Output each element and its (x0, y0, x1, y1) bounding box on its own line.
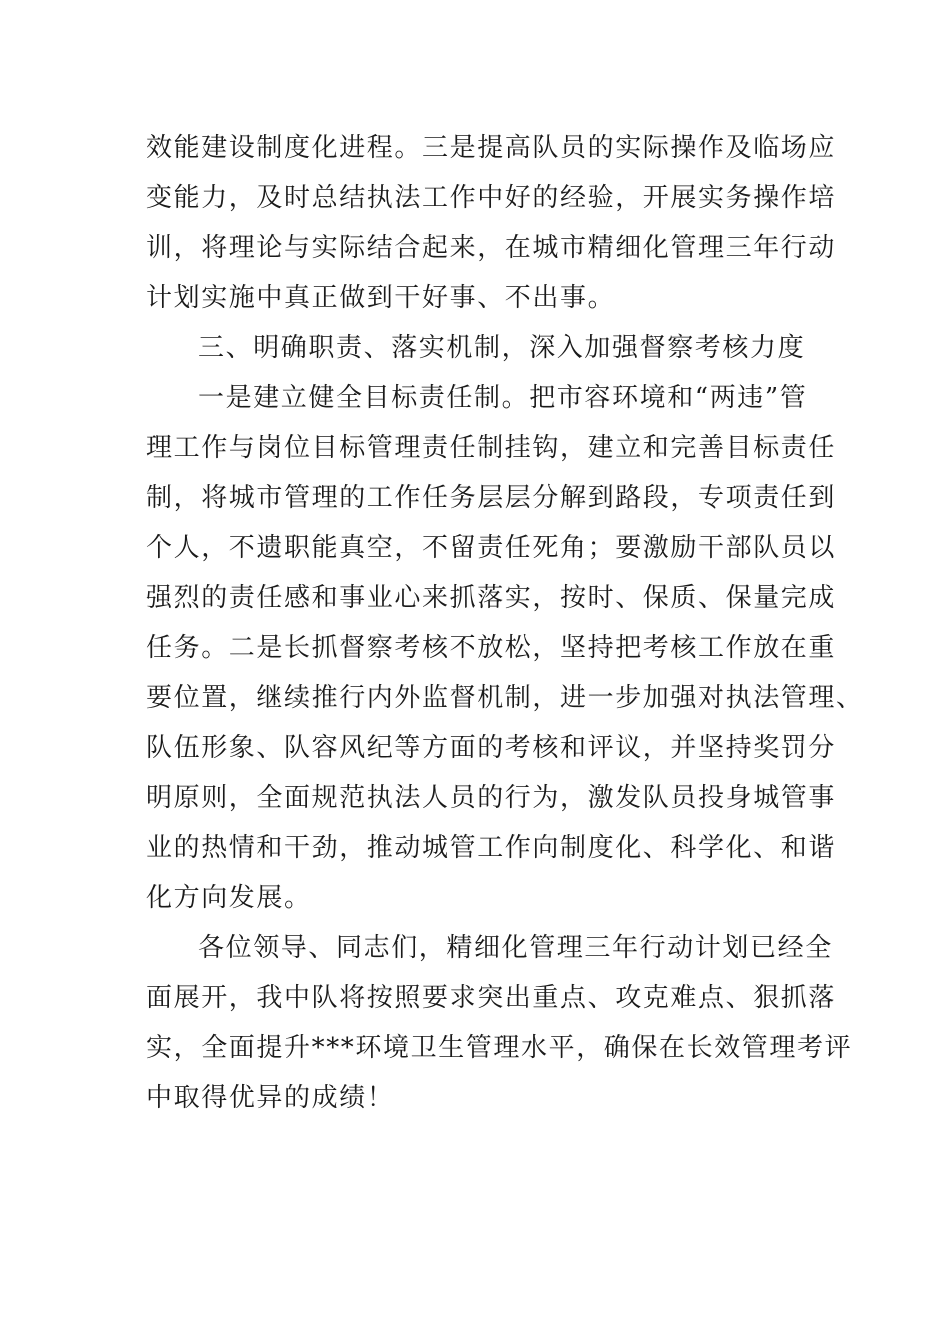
paragraph-2-line-4: 个人，不遗职能真空，不留责任死角；要激励干部队员以 (146, 533, 837, 563)
paragraph-3-line-4: 中取得优异的成绩！ (146, 1083, 395, 1113)
paragraph-3-line-1: 各位领导、同志们，精细化管理三年行动计划已经全 (198, 933, 833, 963)
paragraph-1-line-3: 训，将理论与实际结合起来，在城市精细化管理三年行动 (146, 233, 837, 263)
paragraph-1-line-1: 效能建设制度化进程。三是提高队员的实际操作及临场应 (146, 133, 837, 163)
paragraph-1-line-2: 变能力，及时总结执法工作中好的经验，开展实务操作培 (146, 183, 837, 213)
paragraph-3-line-2: 面展开，我中队将按照要求突出重点、攻克难点、狠抓落 (146, 983, 837, 1013)
paragraph-2-line-11: 化方向发展。 (146, 883, 312, 913)
paragraph-2-line-5: 强烈的责任感和事业心来抓落实，按时、保质、保量完成 (146, 583, 837, 613)
paragraph-2-line-6: 任务。二是长抓督察考核不放松，坚持把考核工作放在重 (146, 633, 837, 663)
paragraph-1-line-4: 计划实施中真正做到干好事、不出事。 (146, 283, 616, 313)
paragraph-2-line-7: 要位置，继续推行内外监督机制，进一步加强对执法管理、 (146, 683, 864, 713)
paragraph-2-line-10: 业的热情和干劲，推动城管工作向制度化、科学化、和谐 (146, 833, 837, 863)
paragraph-2-line-1: 一是建立健全目标责任制。把市容环境和“两违”管 (198, 383, 808, 413)
paragraph-2-line-9: 明原则，全面规范执法人员的行为，激发队员投身城管事 (146, 783, 837, 813)
paragraph-2-line-3: 制，将城市管理的工作任务层层分解到路段，专项责任到 (146, 483, 837, 513)
paragraph-2-line-2: 理工作与岗位目标管理责任制挂钩，建立和完善目标责任 (146, 433, 837, 463)
section-heading-3: 三、明确职责、落实机制，深入加强督察考核力度 (198, 333, 806, 363)
paragraph-3-line-3: 实，全面提升***环境卫生管理水平，确保在长效管理考评 (146, 1033, 853, 1063)
paragraph-2-line-8: 队伍形象、队容风纪等方面的考核和评议，并坚持奖罚分 (146, 733, 837, 763)
